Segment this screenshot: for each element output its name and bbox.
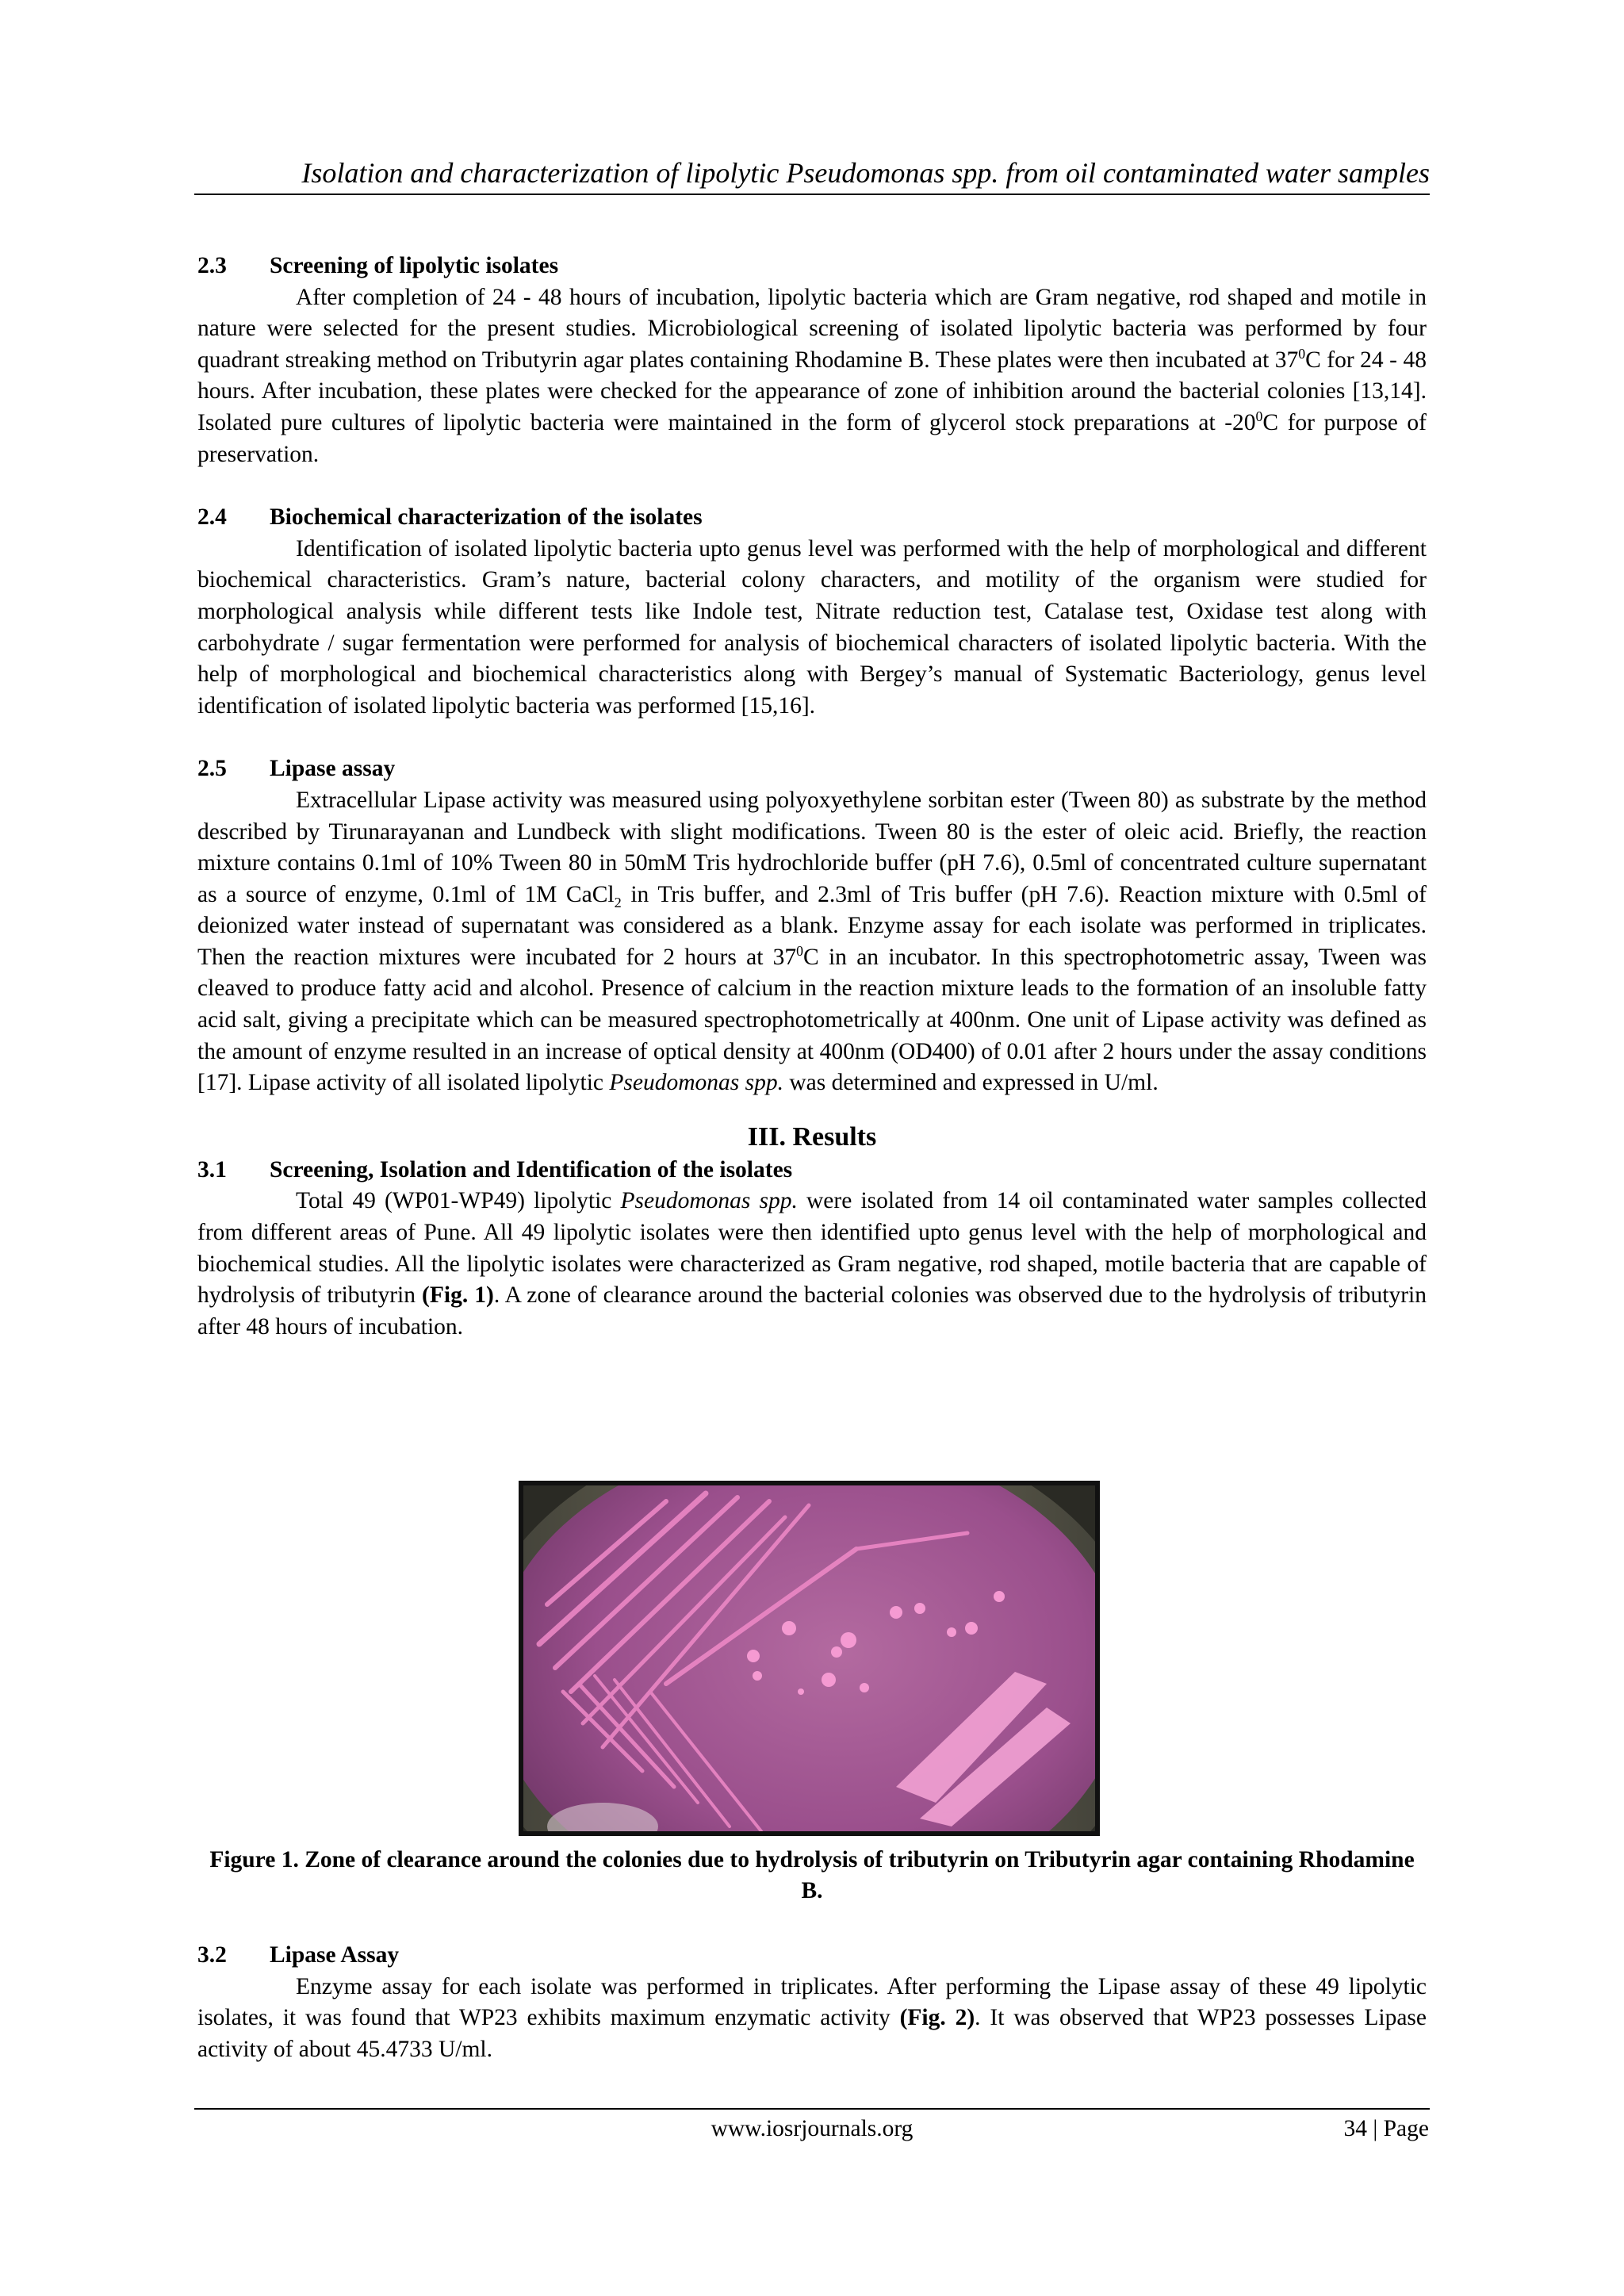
page-number: 34 | Page — [1343, 2116, 1429, 2141]
footer-url: www.iosrjournals.org — [710, 2116, 914, 2141]
section-3-2-content — [197, 1940, 1427, 2065]
paragraph-2-4: Identification of isolated lipolytic bacteria upto genus level was performed with the help of morphological and different biochemical characteristics. Gram’s nature, bacterial colony characters, and motility of the organism were studied for morphological analysis while different tests like Indole test, Nitrate reduction test, Catalase test, Oxidase test along with carbohydrate / sugar fermentation were performed for analysis of biochemical characters of isolated lipolytic bacteria. With the help of morphological and biochemical characteristics along with Bergey’s manual of Systematic Bacteriology, genus level identification of isolated lipolytic bacteria was performed [15,16]. — [197, 535, 1427, 719]
text-run: C for 24 - 48 hours. After incubation, these plates were checked for the appearance of zone of inhibition around the bacterial colonies [13,14]. Isolated pure cultures of lipolytic bacteria were maintained in the form of glycerol stock preparations at -20 — [197, 347, 1427, 435]
italic-text: Pseudomonas spp. — [620, 1188, 798, 1214]
section-heading-2-4 — [197, 502, 1427, 534]
superscript: 0 — [1255, 408, 1263, 425]
section-heading-2-3 — [197, 251, 1427, 282]
text-run: After completion of 24 - 48 hours of incubation, lipolytic bacteria which are Gram negative, rod shaped and motile in nature were selected for the present studies. Microbiological screening of isolated lipolytic bacteria was performed by four quadrant streaking method on Tributyrin agar plates containing Rhodamine B. These plates were then incubated at 37 — [197, 284, 1427, 373]
paragraph-2-3 — [197, 282, 1427, 471]
figure-reference: (Fig. 2) — [899, 2005, 975, 2031]
paragraph-3-2 — [197, 1972, 1427, 2066]
text-run: Total 49 (WP01-WP49) lipolytic — [296, 1188, 621, 1214]
text-run: Extracellular Lipase activity was measured using polyoxyethylene sorbitan ester (Tween 80) as substrate by the method described by Tirunarayanan and Lundbeck with slight modifications. Tween 80 is the ester of oleic acid. Briefly, the reaction mixture contains 0.1ml of 10% Tween 80 in 50mM Tris hydrochloride buffer (pH 7.6), 0.5ml of concentrated culture supernatant as a source of enzyme, 0.1ml of 1M CaCl — [197, 787, 1427, 907]
section-number: 3.1 — [197, 1156, 227, 1182]
text-run: in Tris buffer, and 2.3ml of Tris buffer (pH 7.6). Reaction mixture with 0.5ml of deionized water instead of supernatant was considered as a blank. Enzyme assay for each isolate was performed in triplicates. Then the reaction mixtures were incubated for 2 hours at 37 — [197, 881, 1427, 970]
section-title: Screening, Isolation and Identification of the isolates — [270, 1156, 793, 1182]
section-heading-3-2 — [197, 1940, 1427, 1972]
section-title: Lipase assay — [270, 756, 396, 782]
superscript: 0 — [1298, 345, 1306, 362]
results-heading: III. Results — [747, 1121, 877, 1152]
figure-reference: (Fig. 1) — [422, 1282, 494, 1309]
section-number: 3.2 — [197, 1942, 227, 1968]
section-heading-2-5 — [197, 753, 1427, 785]
section-title: Screening of lipolytic isolates — [270, 253, 559, 278]
section-heading-3-1 — [197, 1155, 1427, 1186]
running-header: Isolation and characterization of lipolytic Pseudomonas spp. from oil contaminated water samples — [301, 157, 1430, 189]
section-number: 2.5 — [197, 756, 227, 782]
section-number: 2.4 — [197, 504, 227, 531]
footer-rule — [194, 2108, 1430, 2110]
figure-1-petri-dish-photo — [519, 1481, 1100, 1836]
text-run: were isolated from 14 oil contaminated water samples collected from different areas of Pune. All 49 lipolytic isolates were then identified upto genus level with the help of morphological and biochemical studies. All the lipolytic isolates were characterized as Gram negative, rod shaped, motile bacteria that are capable of hydrolysis of tributyrin — [197, 1188, 1427, 1309]
text-run: . It was observed that WP23 possesses Lipase activity of about 45.4733 U/ml. — [197, 2005, 1427, 2062]
text-run: C in an incubator. In this spectrophotometric assay, Tween was cleaved to produce fatty acid and alcohol. Presence of calcium in the reaction mixture leads to the formation of an insoluble fatty acid salt, giving a precipitate which can be measured spectrophotometrically at 400nm. One unit of Lipase activity was defined as the amount of enzyme resulted in an increase of optical density at 400nm (OD400) of 0.01 after 2 hours under the assay conditions [17]. Lipase activity of all isolated lipolytic — [197, 944, 1427, 1096]
paragraph-3-1 — [197, 1186, 1427, 1343]
text-run: . A zone of clearance around the bacterial colonies was observed due to the hydrolysis of tributyrin after 48 hours of incubation. — [197, 1282, 1427, 1340]
subscript: 2 — [614, 894, 622, 910]
italic-text: Pseudomonas spp. — [609, 1070, 783, 1096]
text-run: Enzyme assay for each isolate was performed in triplicates. After performing the Lipase assay of these 49 lipolytic isolates, it was found that WP23 exhibits maximum enzymatic activity — [197, 1973, 1427, 2031]
paragraph-2-5 — [197, 785, 1427, 1099]
superscript: 0 — [796, 943, 804, 960]
main-content — [197, 251, 1427, 1343]
petri-dish-illustration — [523, 1485, 1095, 1831]
header-rule — [194, 194, 1430, 195]
text-run: was determined and expressed in U/ml. — [783, 1070, 1159, 1096]
section-title: Lipase Assay — [270, 1942, 400, 1968]
figure-1-caption: Figure 1. Zone of clearance around the colonies due to hydrolysis of tributyrin on Tributyrin agar containing Rhodamine B. — [209, 1847, 1415, 1903]
section-title: Biochemical characterization of the isolates — [270, 504, 703, 531]
section-number: 2.3 — [197, 253, 227, 278]
text-run: C for purpose of preservation. — [197, 409, 1427, 467]
